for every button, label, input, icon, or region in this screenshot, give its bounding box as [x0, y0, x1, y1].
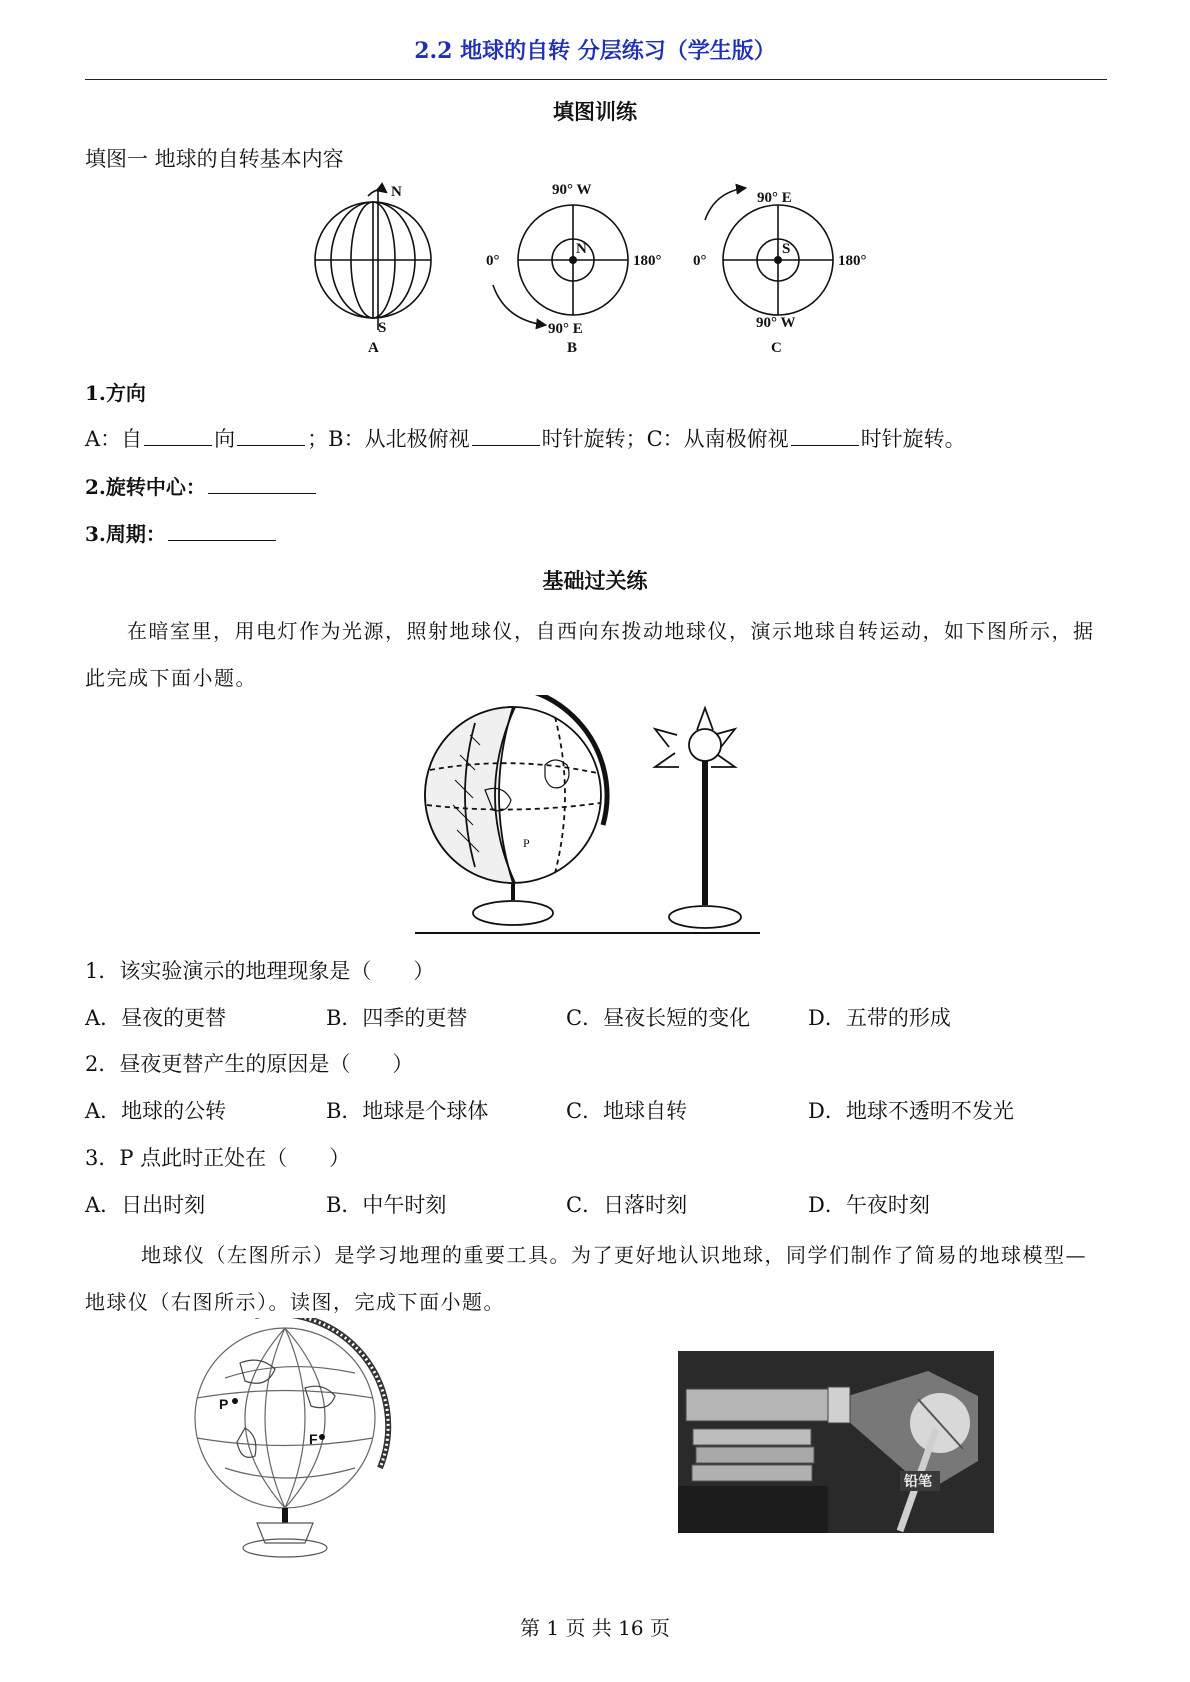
- globe-b-top-label: 90° W: [552, 182, 592, 198]
- blank-to[interactable]: [237, 427, 305, 446]
- item1-text-c: ；B：从北极俯视: [307, 427, 470, 451]
- point-f-dot: [319, 1434, 325, 1440]
- globe-c-center-label: S: [782, 241, 791, 257]
- globe-c-name: C: [771, 340, 782, 356]
- passage-2: 地球仪（左图所示）是学习地理的重要工具。为了更好地认识地球，同学们制作了简易的地球模型—地球仪（右图所示）。读图，完成下面小题。: [85, 1243, 1087, 1314]
- item1-text-d: 时针旋转；C：从南极俯视: [541, 427, 789, 451]
- globe-drawing-f-label: F: [309, 1431, 318, 1447]
- header-rule: [85, 79, 1107, 80]
- globe-c-pole-dot: [774, 256, 782, 264]
- blank-from[interactable]: [144, 427, 212, 446]
- globe-lamp-figure: [415, 695, 785, 940]
- pencil-label: 铅笔: [904, 1474, 932, 1490]
- globe-a-s-label: S: [378, 320, 387, 336]
- question-2-option-d[interactable]: D．地球不透明不发光: [808, 1099, 1014, 1123]
- passage-1: 在暗室里，用电灯作为光源，照射地球仪，自西向东拨动地球仪，演示地球自转运动，如下图所示，据此完成下面小题。: [85, 619, 1095, 690]
- section-heading-fill: 填图训练: [553, 99, 637, 124]
- globe-drawing-p-label: P: [219, 1396, 229, 1412]
- item2-text: 2.旋转中心：: [85, 475, 206, 499]
- globe-c-bottom-label: 90° W: [756, 315, 796, 331]
- question-2-option-b[interactable]: B．地球是个球体: [326, 1099, 489, 1123]
- globe-c-left-label: 0°: [693, 253, 707, 269]
- document-title: 2.2 地球的自转 分层练习（学生版）: [414, 38, 776, 64]
- question-1-option-d[interactable]: D．五带的形成: [808, 1006, 951, 1030]
- globe-a-name: A: [368, 340, 379, 356]
- question-3-option-d[interactable]: D．午夜时刻: [808, 1193, 930, 1217]
- globe-a-n-label: N: [391, 184, 402, 200]
- item1-text-a: A：自: [85, 427, 143, 451]
- question-1-stem: 1．该实验演示的地理现象是（ ）: [85, 959, 435, 983]
- fill-subtitle: 填图一 地球的自转基本内容: [85, 147, 344, 171]
- item3-text: 3.周期：: [85, 522, 166, 546]
- globe-c-right-label: 180°: [838, 253, 867, 269]
- section-heading-basic: 基础过关练: [542, 568, 648, 593]
- rotation-figure: [300, 180, 900, 360]
- question-3-option-c[interactable]: C．日落时刻: [566, 1193, 688, 1217]
- globe-b-pole-dot: [569, 256, 577, 264]
- globe-a: [315, 188, 431, 330]
- question-1-option-c[interactable]: C．昼夜长短的变化: [566, 1006, 751, 1030]
- item1-line: [85, 423, 966, 453]
- item1-title: 1.方向: [85, 381, 146, 405]
- globe-b: [493, 205, 628, 325]
- item1-text-e: 时针旋转。: [860, 427, 966, 451]
- question-3-stem: 3．P 点此时正处在（ ）: [85, 1146, 351, 1170]
- globe-drawing-figure: [185, 1318, 405, 1563]
- globe-b-right-label: 180°: [633, 253, 662, 269]
- question-2-option-a[interactable]: A．地球的公转: [85, 1099, 227, 1123]
- point-p-label: P: [523, 836, 530, 850]
- globe-b-center-label: N: [576, 241, 587, 257]
- globe-b-bottom-label: 90° E: [548, 321, 583, 337]
- question-1-option-b[interactable]: B．四季的更替: [326, 1006, 468, 1030]
- flashlight-model-photo: [678, 1351, 994, 1533]
- globe-b-left-label: 0°: [486, 253, 500, 269]
- globe-drawing: [195, 1318, 388, 1557]
- blank-period[interactable]: [168, 522, 276, 541]
- question-3-option-b[interactable]: B．中午时刻: [326, 1193, 447, 1217]
- question-1-option-a[interactable]: A．昼夜的更替: [85, 1006, 227, 1030]
- blank-north-view[interactable]: [472, 427, 540, 446]
- item3-line: [85, 518, 278, 547]
- globe-c: [705, 188, 833, 315]
- question-2-option-c[interactable]: C．地球自转: [566, 1099, 688, 1123]
- lamp: [655, 708, 741, 928]
- blank-rotation-center[interactable]: [208, 475, 316, 494]
- item1-text-b: 向: [214, 427, 236, 451]
- question-2-stem: 2．昼夜更替产生的原因是（ ）: [85, 1052, 414, 1076]
- point-p-dot: [232, 1398, 238, 1404]
- page-footer: 第 1 页 共 16 页: [520, 1616, 670, 1640]
- blank-south-view[interactable]: [791, 427, 859, 446]
- globe-b-name: B: [567, 340, 578, 356]
- item2-line: [85, 471, 318, 500]
- question-3-option-a[interactable]: A．日出时刻: [85, 1193, 206, 1217]
- globe-c-top-label: 90° E: [757, 190, 792, 206]
